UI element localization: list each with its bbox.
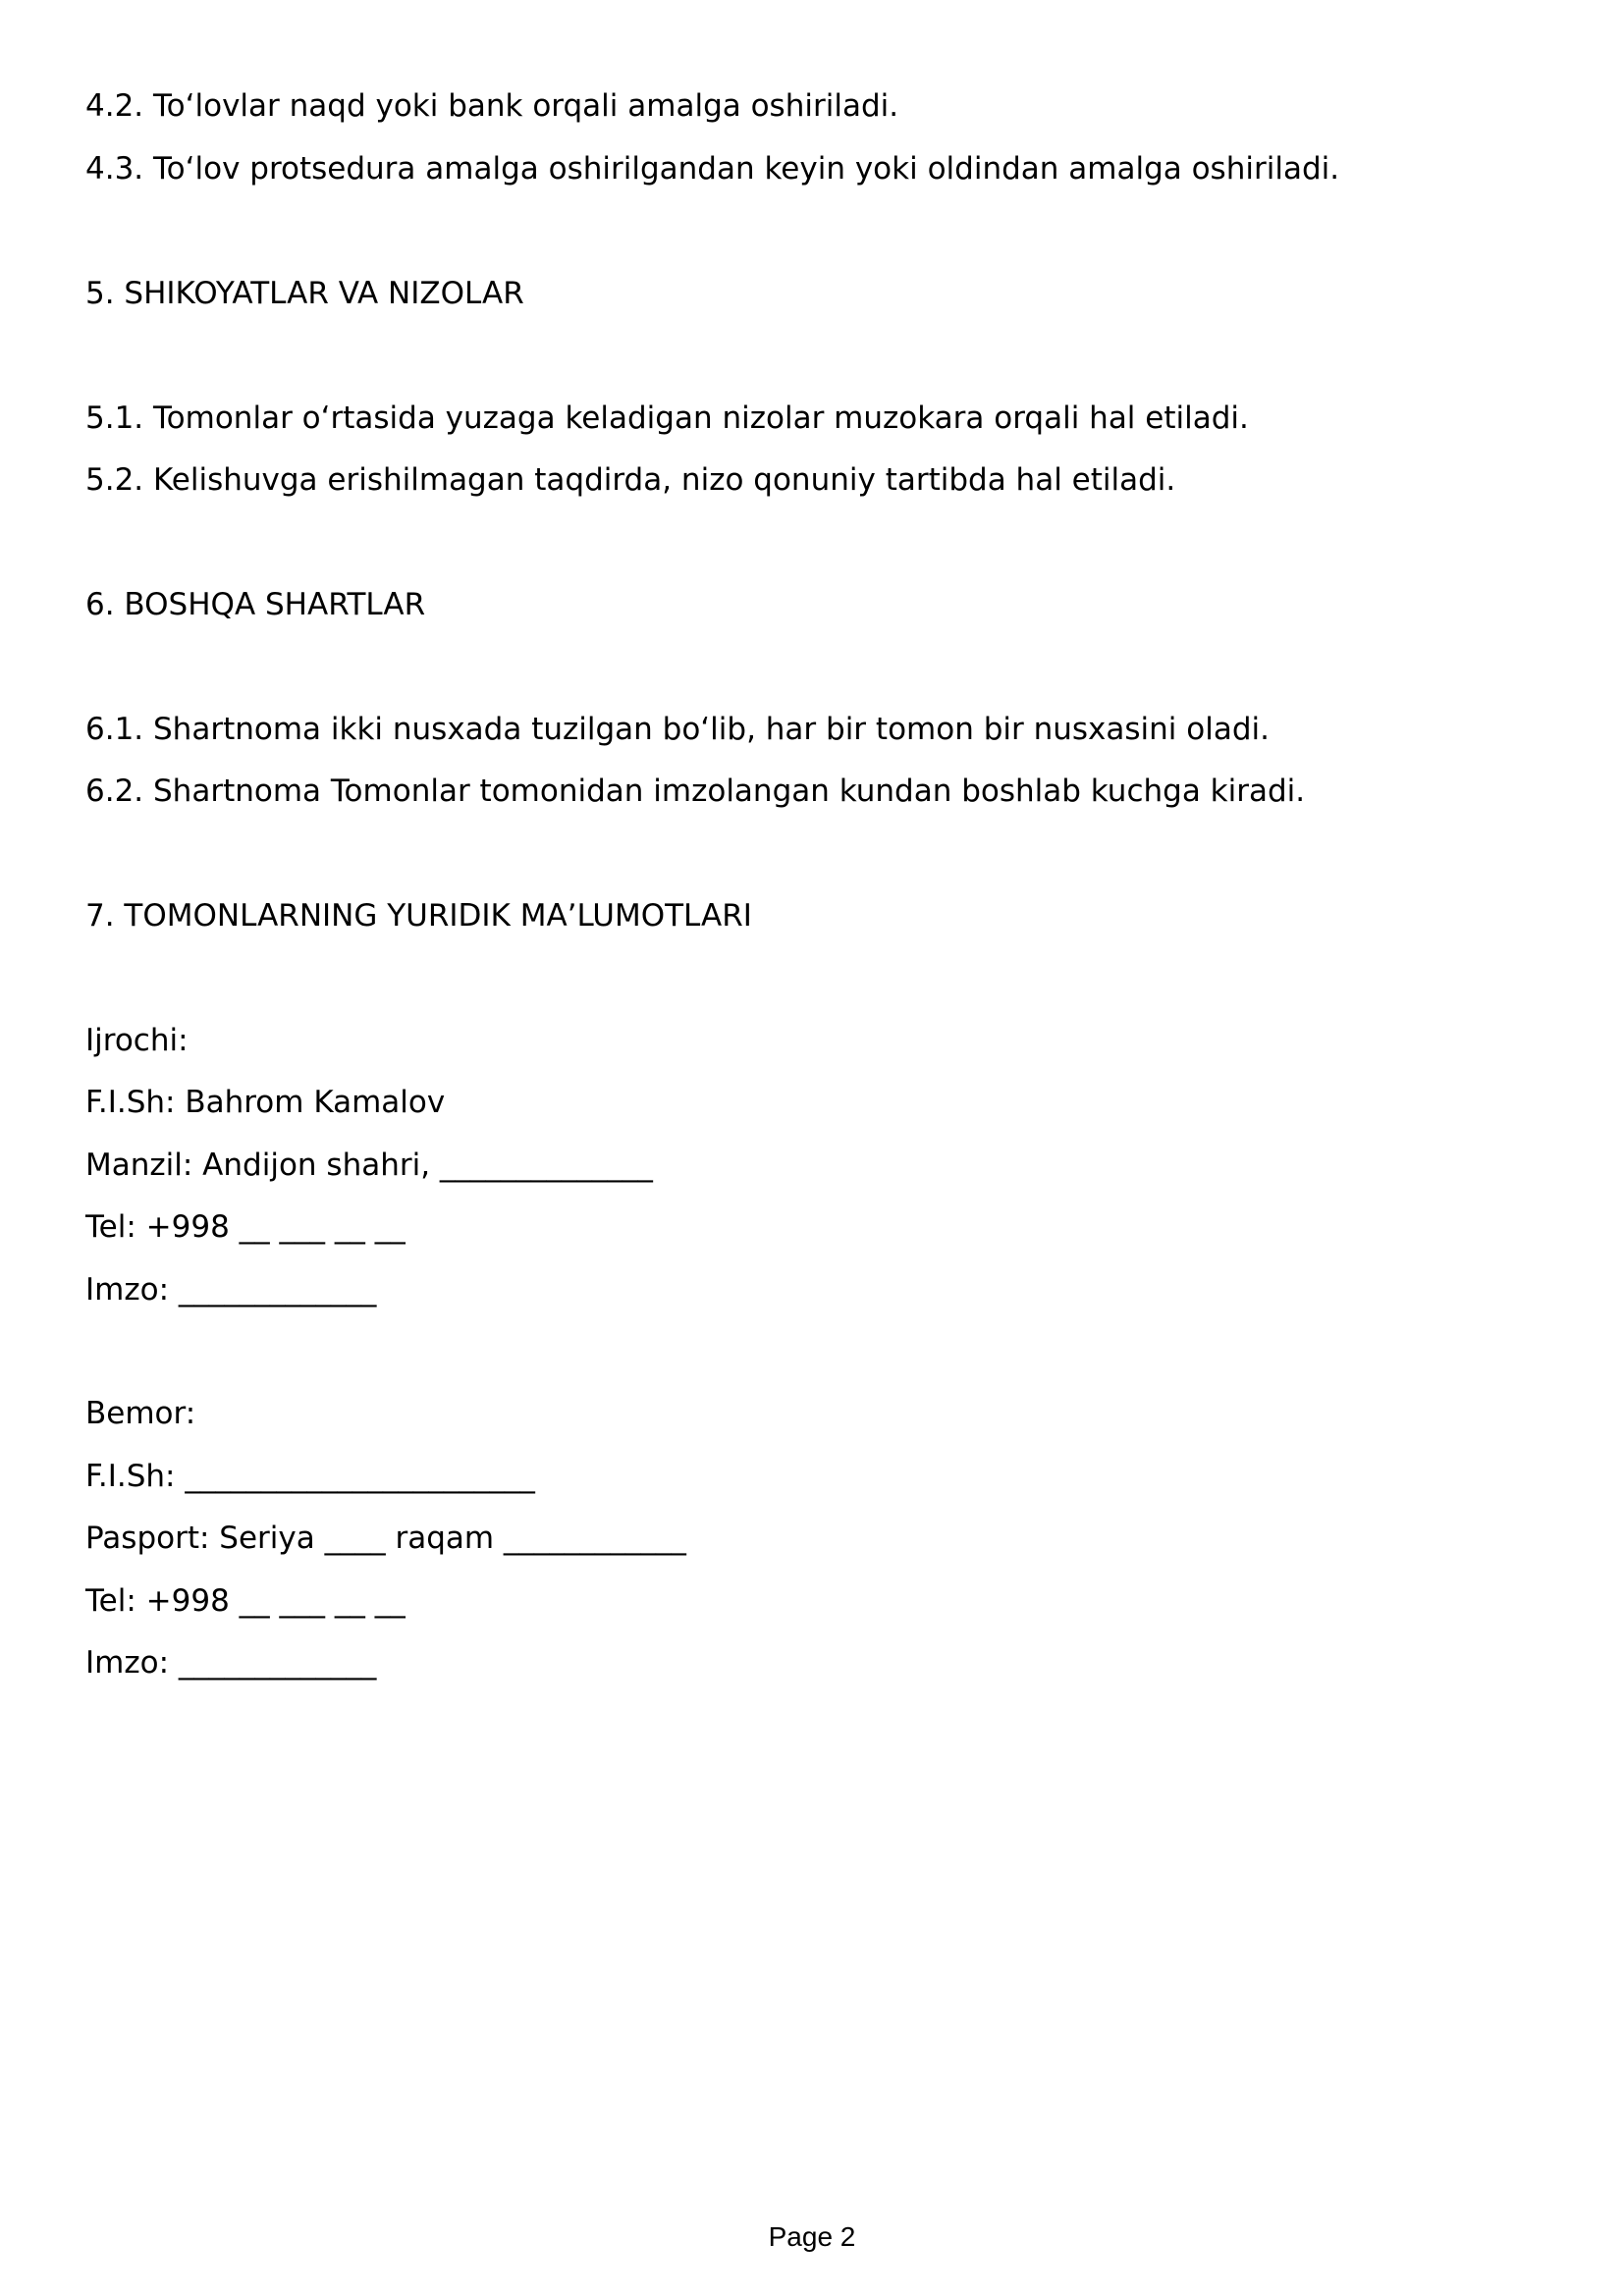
section-5-heading: 5. SHIKOYATLAR VA NIZOLAR [85,276,524,311]
executor-phone: Tel: +998 __ ___ __ __ [85,1209,406,1245]
executor-address: Manzil: Andijon shahri, ______________ [85,1148,653,1183]
patient-phone: Tel: +998 __ ___ __ __ [85,1583,406,1619]
executor-name: F.I.Sh: Bahrom Kamalov [85,1085,446,1120]
section-6-heading: 6. BOSHQA SHARTLAR [85,587,426,622]
clause-6-2: 6.2. Shartnoma Tomonlar tomonidan imzolangan kundan boshlab kuchga kiradi. [85,774,1306,809]
clause-5-2: 5.2. Kelishuvga erishilmagan taqdirda, nizo qonuniy tartibda hal etiladi. [85,462,1176,498]
patient-signature: Imzo: _____________ [85,1645,377,1681]
executor-signature: Imzo: _____________ [85,1272,377,1308]
executor-label: Ijrochi: [85,1023,189,1058]
clause-5-1: 5.1. Tomonlar o‘rtasida yuzaga keladigan nizolar muzokara orqali hal etiladi. [85,400,1249,436]
clause-4-3: 4.3. To‘lov protsedura amalga oshirilgandan keyin yoki oldindan amalga oshiriladi. [85,151,1340,187]
patient-passport: Pasport: Seriya ____ raqam ____________ [85,1521,686,1556]
section-7-heading: 7. TOMONLARNING YURIDIK MA’LUMOTLARI [85,898,752,934]
clause-6-1: 6.1. Shartnoma ikki nusxada tuzilgan bo‘lib, har bir tomon bir nusxasini oladi. [85,712,1270,747]
patient-label: Bemor: [85,1396,196,1431]
page-number: Page 2 [768,2221,856,2252]
patient-name: F.I.Sh: _______________________ [85,1459,535,1494]
clause-4-2: 4.2. To‘lovlar naqd yoki bank orqali amalga oshiriladi. [85,88,899,124]
